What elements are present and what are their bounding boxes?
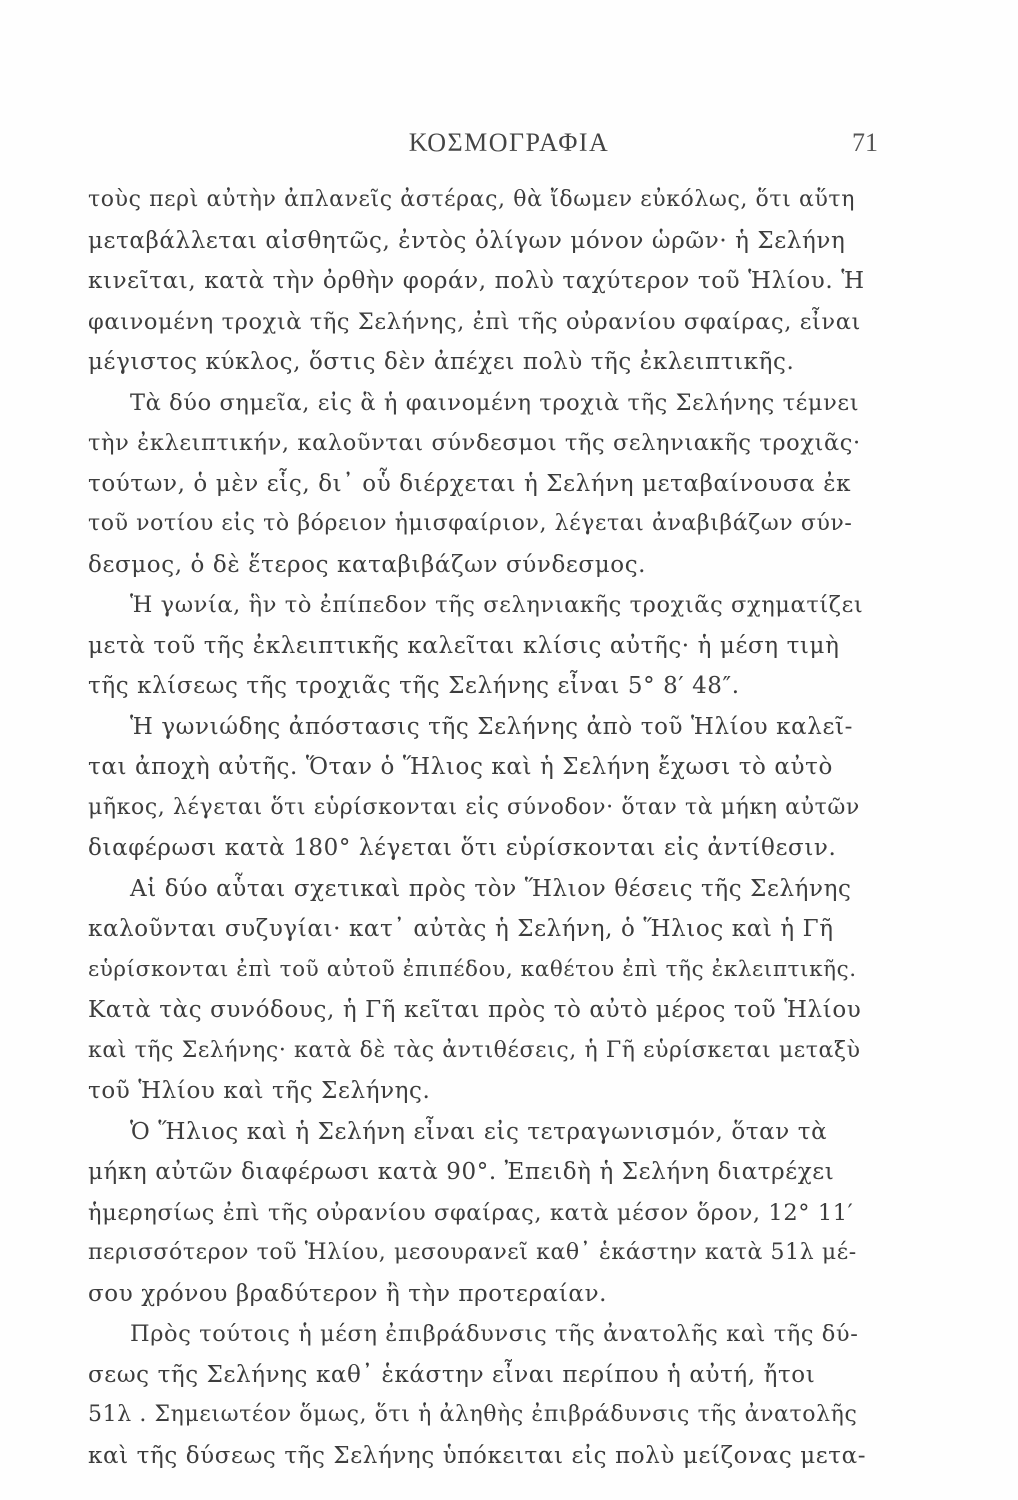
text-line: δεσμος, ὁ δὲ ἕτερος καταβιβάζων σύνδεσμος. bbox=[88, 551, 647, 578]
text-line: Τὰ δύο σημεῖα, εἰς ἃ ἡ φαινομένη τροχιὰ τῆς Σελήνης τέμνει bbox=[130, 389, 860, 416]
text-line: Πρὸς τούτοις ἡ μέση ἐπιβράδυνσις τῆς ἀνατολῆς καὶ τῆς δύ- bbox=[130, 1321, 859, 1347]
running-title: ΚΟΣΜΟΓΡΑΦΙΑ bbox=[408, 128, 610, 157]
text-line: τούτων, ὁ μὲν εἷς, δι᾽ οὗ διέρχεται ἡ Σελήνη μεταβαίνουσα ἐκ bbox=[88, 470, 852, 497]
text-line: Αἱ δύο αὗται σχετικαὶ πρὸς τὸν Ἥλιον θέσεις τῆς Σελήνης bbox=[130, 875, 852, 902]
text-line: τοὺς περὶ αὐτὴν ἀπλανεῖς ἀστέρας, θὰ ἴδωμεν εὐκόλως, ὅτι αὕτη bbox=[88, 187, 855, 212]
text-line: περισσότερον τοῦ Ἡλίου, μεσουρανεῖ καθ᾽ ἑκάστην κατὰ 51λ μέ- bbox=[88, 1240, 857, 1265]
text-line: Ὁ Ἥλιος καὶ ἡ Σελήνη εἶναι εἰς τετραγωνισμόν, ὅταν τὰ bbox=[130, 1118, 828, 1145]
text-line: μεταβάλλεται αἰσθητῶς, ἐντὸς ὀλίγων μόνον ὡρῶν· ἡ Σελήνη bbox=[88, 227, 846, 254]
body-text bbox=[88, 180, 868, 1476]
text-line: τὴν ἐκλειπτικήν, καλοῦνται σύνδεσμοι τῆς σεληνιακῆς τροχιᾶς· bbox=[88, 430, 861, 456]
text-line: σεως τῆς Σελήνης καθ᾽ ἑκάστην εἶναι περίπου ἡ αὐτή, ἤτοι bbox=[88, 1361, 816, 1388]
text-line: εὑρίσκονται ἐπὶ τοῦ αὐτοῦ ἐπιπέδου, καθέτου ἐπὶ τῆς ἐκλειπτικῆς. bbox=[88, 956, 857, 982]
page-number: 71 bbox=[852, 128, 878, 157]
text-line: σου χρόνου βραδύτερον ἢ τὴν προτεραίαν. bbox=[88, 1280, 608, 1307]
text-line: τῆς κλίσεως τῆς τροχιᾶς τῆς Σελήνης εἶναι 5° 8′ 48″. bbox=[88, 673, 740, 699]
text-line: 51λ . Σημειωτέον ὅμως, ὅτι ἡ ἀληθὴς ἐπιβράδυνσις τῆς ἀνατολῆς bbox=[88, 1402, 858, 1427]
text-line: μήκη αὐτῶν διαφέρωσι κατὰ 90°. Ἐπειδὴ ἡ Σελήνη διατρέχει bbox=[88, 1159, 835, 1185]
text-line: καὶ τῆς Σελήνης· κατὰ δὲ τὰς ἀντιθέσεις, ἡ Γῆ εὑρίσκεται μεταξὺ bbox=[88, 1037, 861, 1063]
text-line: φαινομένη τροχιὰ τῆς Σελήνης, ἐπὶ τῆς οὐρανίου σφαίρας, εἶναι bbox=[88, 308, 861, 335]
text-line: Ἡ γωνία, ἣν τὸ ἐπίπεδον τῆς σεληνιακῆς τροχιᾶς σχηματίζει bbox=[130, 592, 864, 618]
text-line: καὶ τῆς δύσεως τῆς Σελήνης ὑπόκειται εἰς πολὺ μείζονας μετα- bbox=[88, 1442, 867, 1469]
text-line: Κατὰ τὰς συνόδους, ἡ Γῆ κεῖται πρὸς τὸ αὐτὸ μέρος τοῦ Ἡλίου bbox=[88, 997, 862, 1023]
text-line: διαφέρωσι κατὰ 180° λέγεται ὅτι εὑρίσκονται εἰς ἀντίθεσιν. bbox=[88, 835, 837, 861]
text-line: κινεῖται, κατὰ τὴν ὀρθὴν φοράν, πολὺ ταχύτερον τοῦ Ἡλίου. Ἡ bbox=[88, 268, 865, 294]
text-line: τοῦ Ἡλίου καὶ τῆς Σελήνης. bbox=[88, 1078, 431, 1104]
text-line: μετὰ τοῦ τῆς ἐκλειπτικῆς καλεῖται κλίσις αὐτῆς· ἡ μέση τιμὴ bbox=[88, 632, 840, 659]
text-line: Ἡ γωνιώδης ἀπόστασις τῆς Σελήνης ἀπὸ τοῦ Ἡλίου καλεῖ- bbox=[130, 713, 853, 740]
text-line: καλοῦνται συζυγίαι· κατ᾽ αὐτὰς ἡ Σελήνη, ὁ Ἥλιος καὶ ἡ Γῆ bbox=[88, 916, 834, 942]
text-line: ται ἀποχὴ αὐτῆς. Ὅταν ὁ Ἥλιος καὶ ἡ Σελήνη ἔχωσι τὸ αὐτὸ bbox=[88, 754, 833, 780]
text-line: μέγιστος κύκλος, ὅστις δὲν ἀπέχει πολὺ τῆς ἐκλειπτικῆς. bbox=[88, 349, 795, 375]
text-line: τοῦ νοτίου εἰς τὸ βόρειον ἡμισφαίριον, λέγεται ἀναβιβάζων σύν- bbox=[88, 511, 853, 536]
text-line: ἡμερησίως ἐπὶ τῆς οὐρανίου σφαίρας, κατὰ μέσον ὅρον, 12° 11′ bbox=[88, 1199, 854, 1226]
text-line: μῆκος, λέγεται ὅτι εὑρίσκονται εἰς σύνοδον· ὅταν τὰ μήκη αὐτῶν bbox=[88, 794, 860, 820]
